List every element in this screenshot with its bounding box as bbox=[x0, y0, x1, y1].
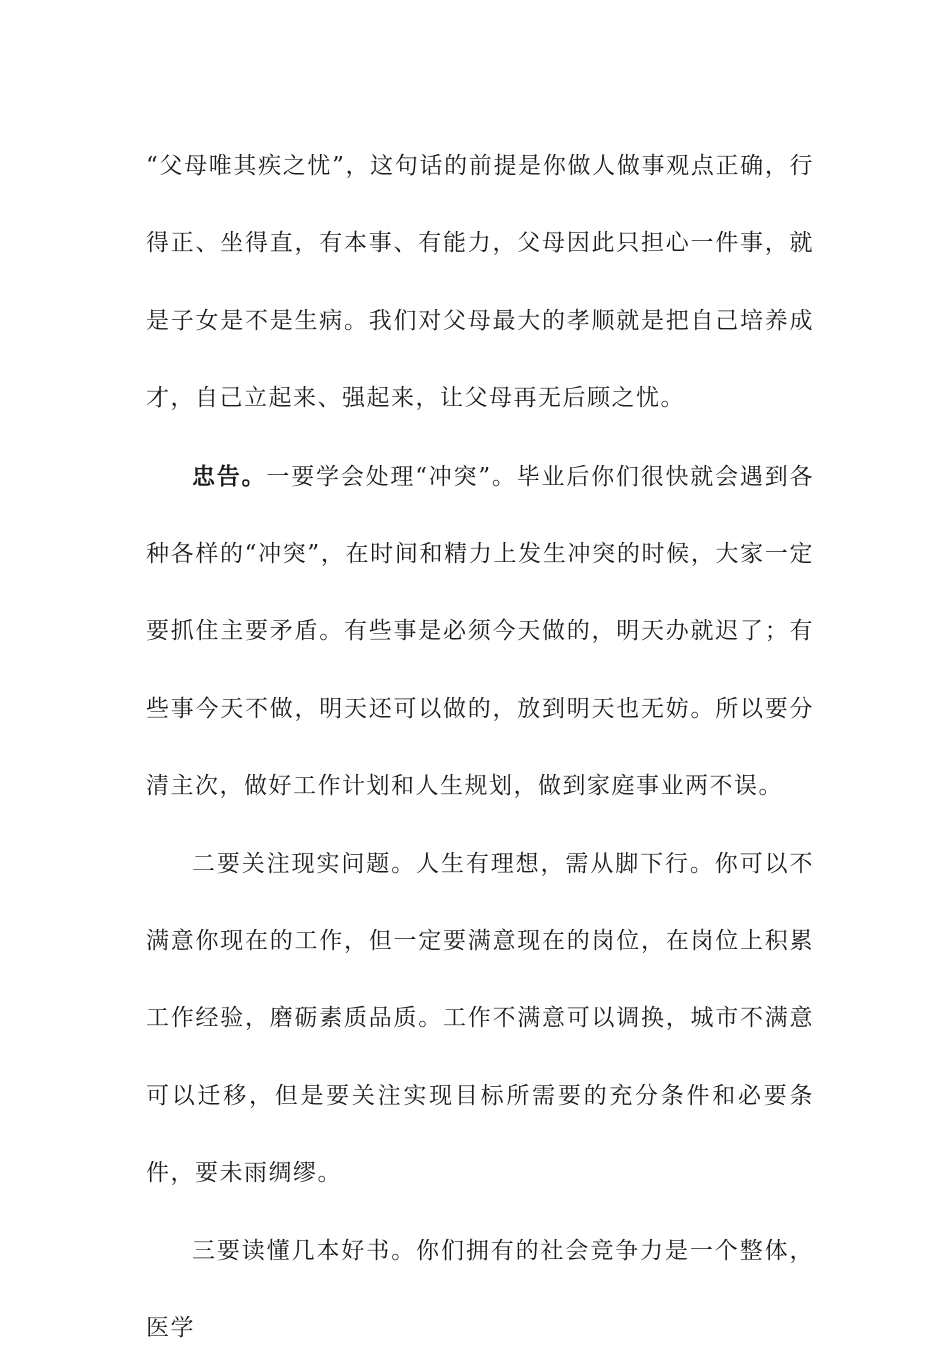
paragraph-4-text: 三要读懂几本好书。你们拥有的社会竞争力是一个整体，医学 bbox=[146, 1237, 814, 1342]
paragraph-2-text: 一要学会处理“冲突”。毕业后你们很快就会遇到各种各样的“冲突”，在时间和精力上发生冲突的时候，大家一定要抓住主要矛盾。有些事是必须今天做的，明天办就迟了；有些事今天不做，明天还可以做的，放到明天也无妨。所以要分清主次，做好工作计划和人生规划，做到家庭事业两不误。 bbox=[146, 463, 814, 800]
paragraph-3-text: 二要关注现实问题。人生有理想，需从脚下行。你可以不满意你现在的工作，但一定要满意现在的岗位，在岗位上积累工作经验，磨砺素质品质。工作不满意可以调换，城市不满意可以迁移，但是要关注实现目标所需要的充分条件和必要条件，要未雨绸缪。 bbox=[146, 850, 814, 1187]
document-body bbox=[146, 128, 814, 1368]
paragraph-2-lead: 忠告。 bbox=[192, 462, 267, 490]
paragraph-1-text: “父母唯其疾之忧”，这句话的前提是你做人做事观点正确，行得正、坐得直，有本事、有能力，父母因此只担心一件事，就是子女是不是生病。我们对父母最大的孝顺就是把自己培养成才，自己立起来、强起来，让父母再无后顾之忧。 bbox=[146, 153, 814, 412]
paragraph-2 bbox=[146, 438, 814, 826]
paragraph-1 bbox=[146, 128, 814, 438]
paragraph-3 bbox=[146, 826, 814, 1213]
paragraph-4 bbox=[146, 1213, 814, 1368]
